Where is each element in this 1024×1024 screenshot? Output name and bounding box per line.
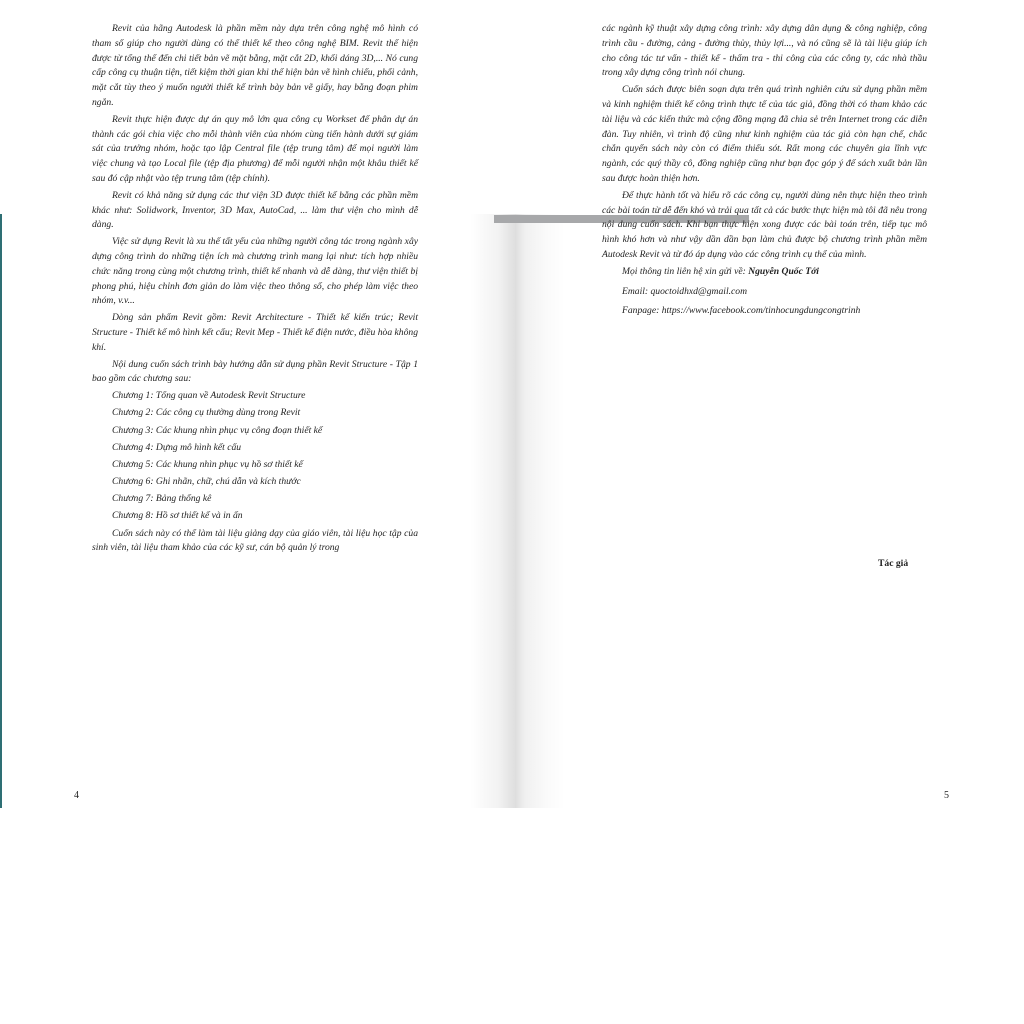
paragraph: Để thực hành tốt và hiểu rõ các công cụ, người dùng nên thực hiện theo trình các bài toán từ dễ đến khó và trải qua tất cả các bước thực hiện mà tôi đã nêu trong nội dung cuốn sách. Khi bạn thực hiện xong được các bài toán trên, tiếp tục mô hình khó hơn và như vậy dần dần bạn làm chủ được bộ chương trình phần mềm Autodesk Revit và từ đó áp dụng vào các công trình cụ thể của mình. [602, 189, 927, 260]
paragraph: Việc sử dụng Revit là xu thế tất yếu của những người công tác trong ngành xây dựng công trình do những tiện ích mà chương trình mang lại như: tích hợp nhiều chức năng trong cùng một chương trình, thiết kế nhanh và dễ dàng, thư viện thiết bị phong phú, hiệu chỉnh đơn giản do làm việc theo thông số, cho phép làm việc theo nhóm, v.v... [92, 236, 418, 307]
author-signature: Tác giả [878, 558, 909, 569]
chapter-item: Chương 6: Ghi nhãn, chữ, chú dẫn và kích thước [112, 476, 301, 488]
paragraph: các ngành kỹ thuật xây dựng công trình: xây dựng dân dụng & công nghiệp, công trình cầu - đường, cảng - đường thủy, thủy lợi..., và nó cũng sẽ là tài liệu giúp ích cho công tác tư vấn - thiết kế - thẩm tra - thi công của các công ty, các nhà thầu trong xây dựng công trình nói chung. [602, 23, 927, 79]
right-page [602, 22, 927, 324]
chapter-item: Chương 7: Bảng thống kê [112, 493, 212, 505]
paragraph: Nội dung cuốn sách trình bày hướng dẫn sử dụng phần Revit Structure - Tập 1 bao gồm các chương sau: [92, 358, 418, 385]
paragraph: Revit của hãng Autodesk là phần mềm này dựa trên công nghệ mô hình có tham số giúp cho người dùng có thể thiết kế theo công nghệ BIM. Revit thể hiện được từ tổng thể đến chi tiết bản vẽ mặt bằng, mặt cắt 2D, khối dáng 3D,... Nó cung cấp công cụ thuận tiện, tiết kiệm thời gian khi thể hiện bản vẽ hình chiếu, phối cảnh, mặt cắt tùy theo ý muốn người thiết kế trình bày bản vẽ giấy, hay bằng đoạn phim ngắn. [92, 23, 418, 108]
contact-line [602, 265, 927, 280]
fanpage-line: Fanpage: https://www.facebook.com/tinhocungdungcongtrinh [622, 305, 861, 317]
chapter-item: Chương 8: Hồ sơ thiết kế và in ấn [112, 510, 243, 522]
paragraph: Revit thực hiện được dự án quy mô lớn qua công cụ Workset để phân dự án thành các gói chia việc cho mỗi thành viên của nhóm cùng tiến hành dưới sự giám sát của trưởng nhóm, hoặc tạo lập Central file (tệp trung tâm) để mọi người làm việc chung và tạo Local file (tệp địa phương) để mỗi người nhận một khâu thiết kế sau đó cập nhật vào tệp trung tâm (tệp chính). [92, 113, 418, 184]
chapter-item: Chương 2: Các công cụ thường dùng trong Revit [112, 407, 301, 419]
left-page [92, 22, 418, 558]
closing-paragraph: Cuốn sách này có thể làm tài liệu giảng dạy của giáo viên, tài liệu học tập của sinh viên, tài liệu tham khảo của các kỹ sư, cán bộ quản lý trong [92, 527, 418, 554]
chapter-item: Chương 1: Tổng quan về Autodesk Revit Structure [112, 390, 306, 402]
paragraph: Dòng sản phẩm Revit gồm: Revit Architecture - Thiết kế kiến trúc; Revit Structure - Thiết kế mô hình kết cấu; Revit Mep - Thiết kế điện nước, điều hòa không khí. [92, 312, 418, 353]
page-number-left: 4 [74, 790, 79, 801]
chapter-item: Chương 3: Các khung nhìn phục vụ công đoạn thiết kế [112, 424, 323, 436]
chapter-item: Chương 5: Các khung nhìn phục vụ hồ sơ thiết kế [112, 458, 303, 470]
contact-intro: Mọi thông tin liên hệ xin gửi về: [622, 265, 746, 277]
book-spine-shadow [470, 214, 565, 808]
author-name: Nguyễn Quốc Tới [748, 265, 819, 277]
page-edge-strip [0, 214, 2, 808]
page-number-right: 5 [944, 790, 949, 801]
chapter-item: Chương 4: Dựng mô hình kết cấu [112, 441, 242, 453]
email-line: Email: quoctoidhxd@gmail.com [622, 285, 747, 297]
paragraph: Cuốn sách được biên soạn dựa trên quá trình nghiên cứu sử dụng phần mềm và kinh nghiệm thiết kế công trình thực tế của tác giả, đồng thời có tham khảo các tài liệu và các kiến thức mà cộng đồng mạng đã chia sẻ trên Internet trong các diễn đàn. Tuy nhiên, vì trình độ cũng như kinh nghiệm của tác giả còn hạn chế, chắc chắn quyển sách này còn có điểm thiếu sót. Rất mong các chuyên gia lĩnh vực ngành, các quý thầy cô, đồng nghiệp cũng như bạn đọc góp ý để sách xuất bản lần sau được hoàn thiện hơn. [602, 84, 927, 184]
paragraph: Revit có khả năng sử dụng các thư viện 3D được thiết kế bằng các phần mềm khác như: Solidwork, Inventor, 3D Max, AutoCad, ... làm thư viện cho mình dễ dàng. [92, 189, 418, 231]
